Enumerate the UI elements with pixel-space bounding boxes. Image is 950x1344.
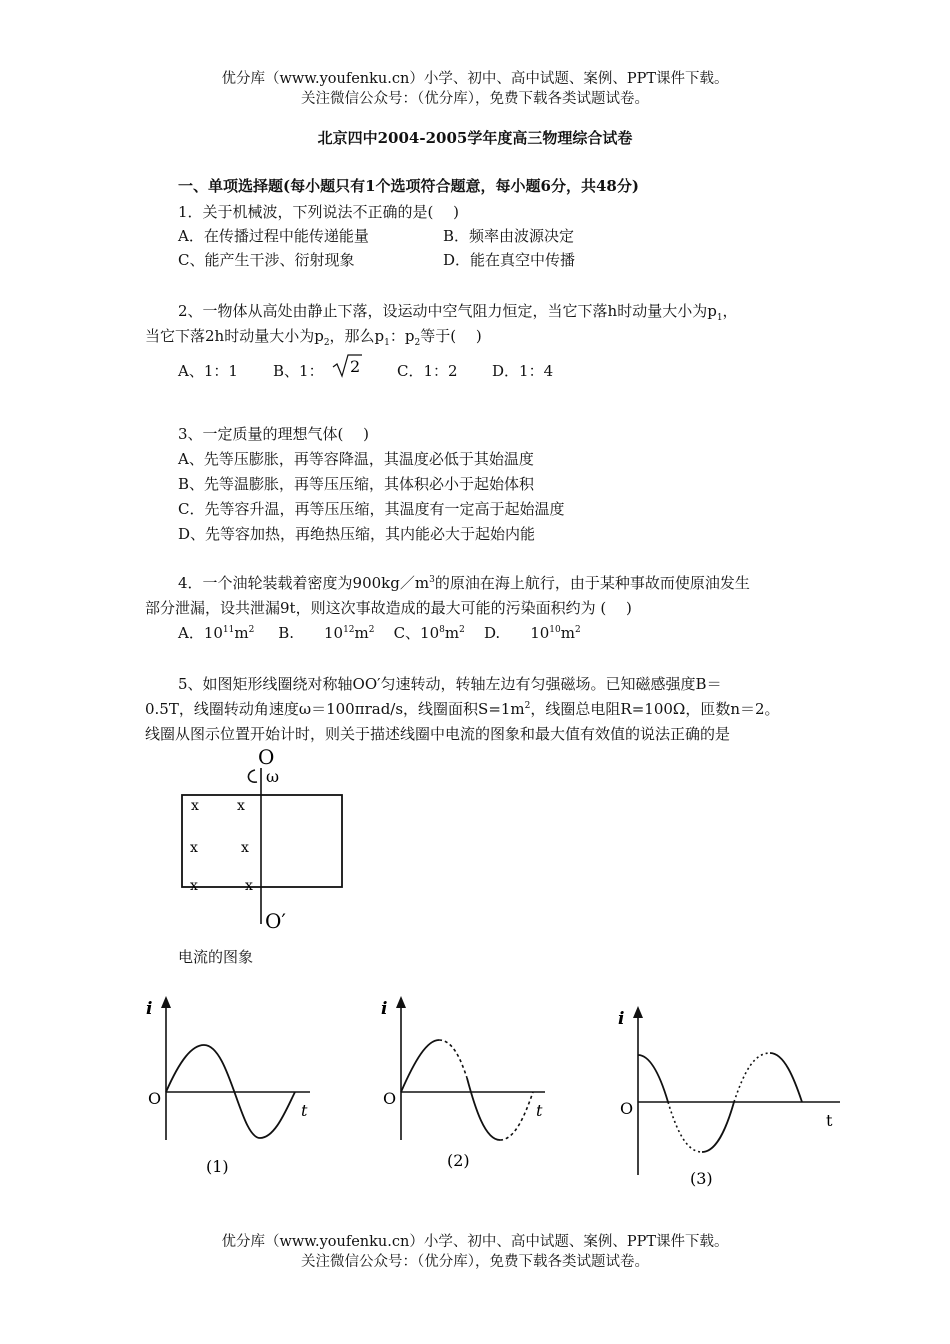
q2-text: ：p <box>389 327 415 345</box>
q1-option-d: D．能在真空中传播 <box>443 251 576 269</box>
subscript: 2 <box>323 338 330 348</box>
q2-option-c: C．1：2 <box>397 362 458 380</box>
header-line-2: 关注微信公众号：（优分库），免费下载各类试题试卷。 <box>301 91 649 107</box>
axis-bottom-label: O′ <box>265 909 286 933</box>
q1-option-c: C、能产生干涉、衍射现象 <box>178 251 355 269</box>
rotation-arrow-icon <box>248 770 257 782</box>
q4-option-b <box>278 624 374 642</box>
sqrt-radicand: 2 <box>350 357 361 376</box>
superscript: 2 <box>368 625 375 635</box>
coil-rectangle <box>182 795 342 887</box>
sqrt-symbol <box>331 352 363 378</box>
q4-options <box>178 622 581 643</box>
text: m <box>560 624 575 642</box>
graph-label: (1) <box>206 1157 229 1176</box>
q1-stem: 1．关于机械波，下列说法不正确的是( ) <box>178 203 460 221</box>
superscript: 2 <box>248 625 255 635</box>
field-mark: x <box>190 878 198 894</box>
q5-line-1: 5、如图矩形线圈绕对称轴OO′匀速转动，转轴左边有匀强磁场。已知磁感强度B＝ <box>178 675 722 693</box>
q3-option-a: A、先等压膨胀，再等容降温，其温度必低于其始温度 <box>178 450 534 468</box>
q1-option-b: B．频率由波源决定 <box>443 227 575 245</box>
text: A．10 <box>178 624 223 642</box>
q2-text: 2、一物体从高处由静止下落，设运动中空气阻力恒定，当它下落h时动量大小为p <box>178 302 717 320</box>
q5-text: ，线圈总电阻R=100Ω，匝数n＝2。 <box>530 700 780 718</box>
q3-option-b: B、先等温膨胀，再等压压缩，其体积必小于起始体积 <box>178 475 535 493</box>
page-title: 北京四中2004-2005学年度高三物理综合试卷 <box>317 129 633 147</box>
subscript: 2 <box>414 338 421 348</box>
q2-option-b: B、1： <box>273 362 324 380</box>
field-mark: x <box>237 798 245 814</box>
q4-line-2: 部分泄漏，设共泄漏9t，则这次事故造成的最大可能的污染面积约为 ( ) <box>145 599 632 617</box>
field-mark: x <box>190 840 198 856</box>
superscript: 3 <box>429 575 435 585</box>
q1-option-a: A．在传播过程中能传递能量 <box>178 227 369 245</box>
q2-text: 等于( ) <box>420 327 482 345</box>
subscript: 1 <box>384 338 390 348</box>
q4-text: 的原油在海上航行，由于某种事故而使原油发生 <box>434 574 750 592</box>
q2-line-1 <box>178 300 738 323</box>
y-axis-label: i <box>618 1009 625 1029</box>
x-axis-label: t <box>536 1101 543 1120</box>
current-graph-3 <box>612 1000 852 1195</box>
current-curve-solid <box>702 1102 734 1152</box>
q4-option-d <box>484 624 581 642</box>
q2-option-d: D．1：4 <box>492 362 554 380</box>
q2-option-a: A、1：1 <box>178 362 238 380</box>
q4-option-c <box>394 624 465 642</box>
coil-figure <box>165 742 365 942</box>
superscript: 12 <box>343 625 355 635</box>
q2-line-2 <box>145 325 482 348</box>
q2-text: ，那么p <box>329 327 385 345</box>
y-axis-arrow-icon <box>633 1006 643 1018</box>
superscript: 11 <box>222 625 235 635</box>
y-axis-arrow-icon <box>396 996 406 1008</box>
q5-line-3: 线圈从图示位置开始计时，则关于描述线圈中电流的图象和最大值有效值的说法正确的是 <box>145 725 731 743</box>
graph-label: (2) <box>447 1151 470 1170</box>
header-line-1: 优分库（www.youfenku.cn）小学、初中、高中试题、案例、PPT课件下载。 <box>221 71 729 87</box>
field-mark: x <box>241 840 249 856</box>
current-curve-dotted <box>734 1053 770 1102</box>
current-curve-solid <box>770 1053 802 1102</box>
q3-option-d: D、先等容加热，再绝热压缩，其内能必大于起始内能 <box>178 525 536 543</box>
graph-label: (3) <box>690 1169 713 1188</box>
superscript: 10 <box>549 625 561 635</box>
q4-line-1 <box>178 572 750 593</box>
text: D. 10 <box>483 624 550 642</box>
current-curve-solid <box>401 1040 439 1092</box>
text: m <box>444 624 460 642</box>
current-curve-solid <box>638 1055 668 1102</box>
origin-label: O <box>148 1089 162 1108</box>
current-curve-dotted <box>668 1102 702 1152</box>
y-axis-label: i <box>146 999 153 1019</box>
current-graph-1 <box>140 990 325 1185</box>
y-axis-label: i <box>381 999 388 1019</box>
axis-top-label: O <box>258 745 275 769</box>
text: m <box>354 624 369 642</box>
field-mark: x <box>191 798 199 814</box>
footer-line-2: 关注微信公众号：（优分库），免费下载各类试题试卷。 <box>301 1254 649 1270</box>
figure-caption: 电流的图象 <box>178 948 254 966</box>
field-mark: x <box>245 878 253 894</box>
origin-label: O <box>620 1099 634 1118</box>
current-curve-dashed <box>500 1092 533 1140</box>
text: B. 10 <box>278 624 344 642</box>
q2-text: 当它下落2h时动量大小为p <box>145 327 324 345</box>
y-axis-arrow-icon <box>161 996 171 1008</box>
footer-line-1: 优分库（www.youfenku.cn）小学、初中、高中试题、案例、PPT课件下载。 <box>221 1234 729 1250</box>
current-curve-solid <box>467 1078 500 1140</box>
superscript: 2 <box>574 625 581 635</box>
current-curve-dashed <box>439 1040 467 1078</box>
superscript: 8 <box>439 625 445 635</box>
x-axis-label: t <box>826 1111 833 1130</box>
q3-option-c: C．先等容升温，再等压压缩，其温度有一定高于起始温度 <box>178 500 565 518</box>
q3-stem: 3、一定质量的理想气体( ) <box>178 425 370 443</box>
subscript: 1 <box>716 313 723 323</box>
q5-line-2 <box>145 698 780 719</box>
superscript: 2 <box>459 625 465 635</box>
text: m <box>234 624 249 642</box>
x-axis-label: t <box>301 1101 308 1120</box>
superscript: 2 <box>524 701 531 711</box>
current-graph-2 <box>375 990 560 1185</box>
q5-text: 0.5T，线圈转动角速度ω＝100πrad/s，线圈面积S=1m <box>145 700 525 718</box>
origin-label: O <box>383 1089 397 1108</box>
q4-option-a <box>178 624 254 642</box>
omega-label: ω <box>266 767 280 786</box>
text: C、10 <box>393 624 440 642</box>
section-heading: 一、单项选择题(每小题只有1个选项符合题意，每小题6分，共48分) <box>178 177 639 195</box>
q2-text: ， <box>722 302 738 320</box>
q4-text: 4．一个油轮装载着密度为900kg／m <box>178 574 430 592</box>
